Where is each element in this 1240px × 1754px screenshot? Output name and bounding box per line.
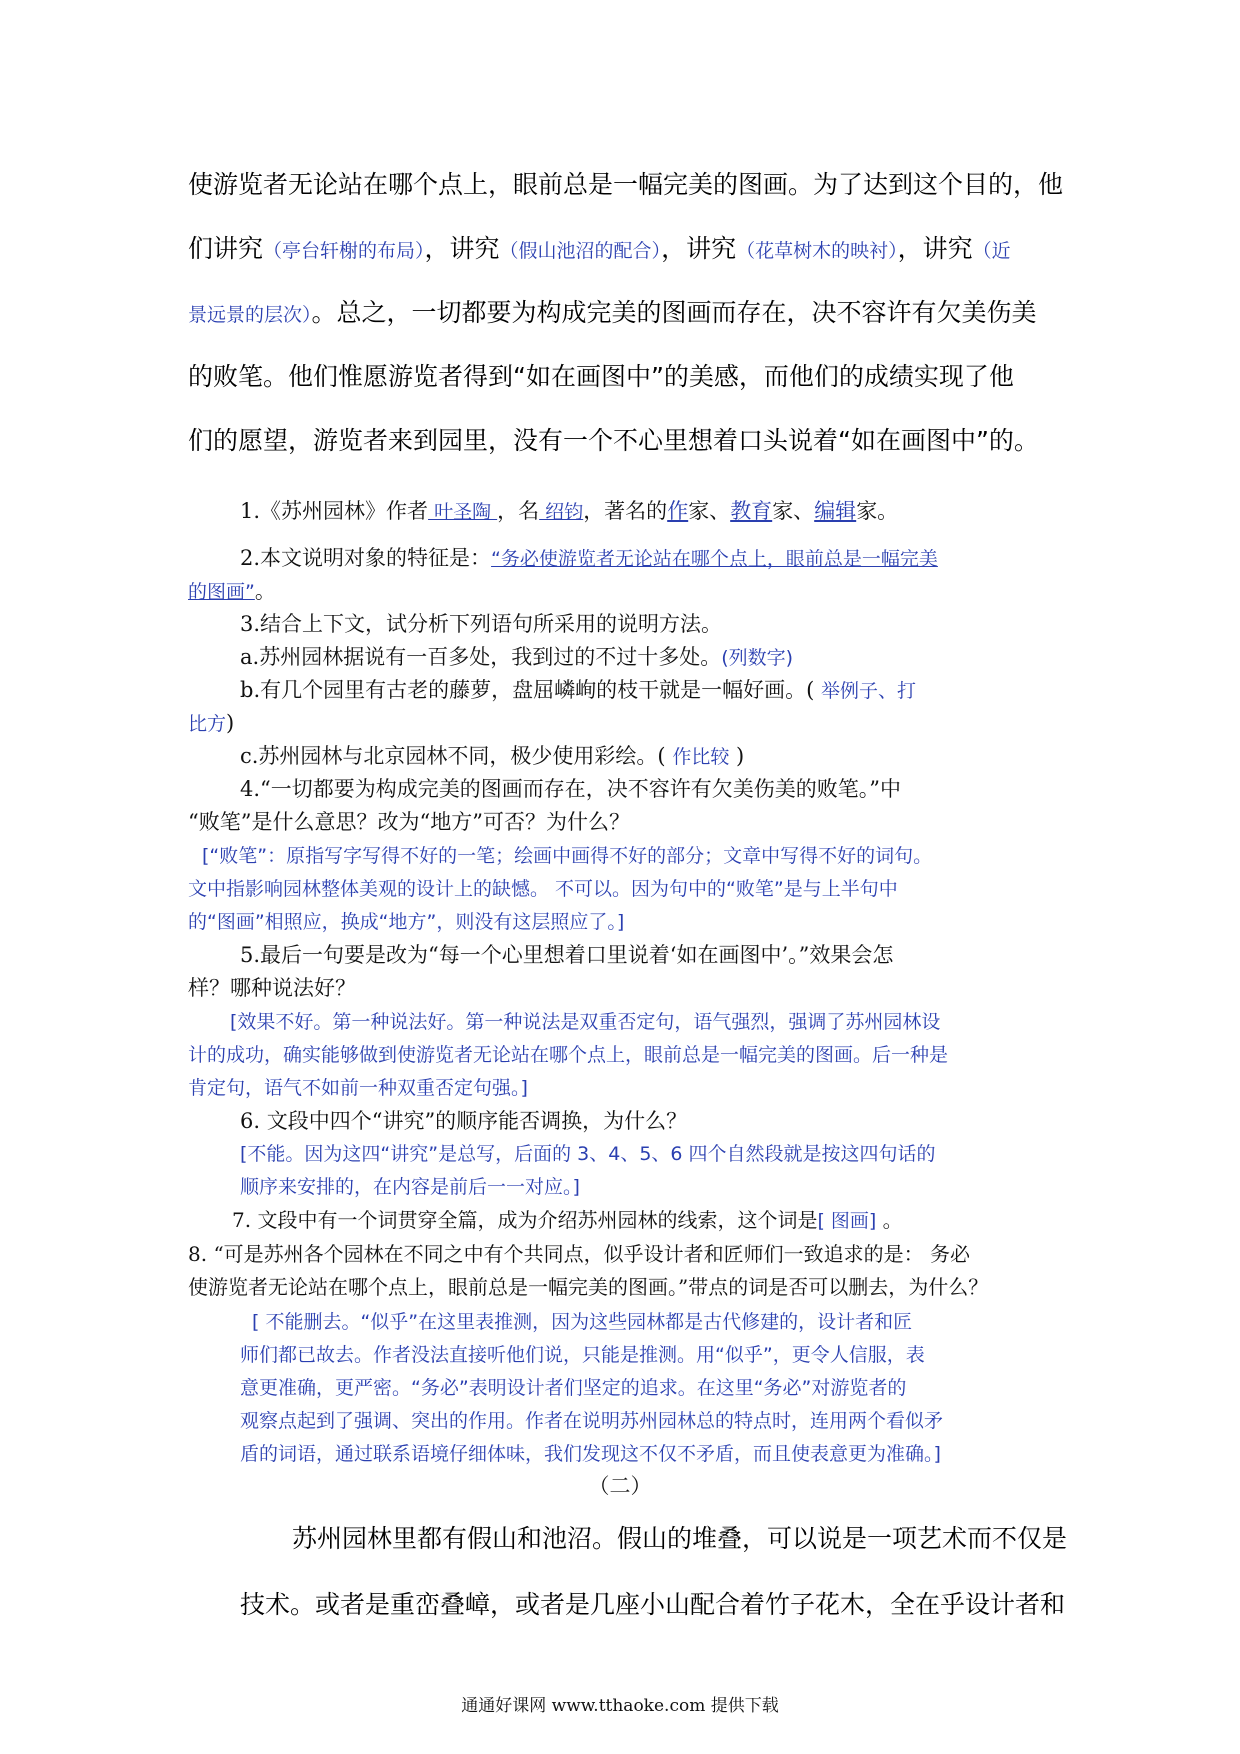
passage2-text: 技术。或者是重峦叠嶂，或者是几座小山配合着竹子花木，全在乎设计者和 bbox=[240, 1590, 1066, 1619]
section-heading: （二） bbox=[588, 1474, 652, 1498]
q5-answer: 计的成功，确实能够做到使游览者无论站在哪个点上，眼前总是一幅完美的图画。后一种是 bbox=[188, 1044, 949, 1066]
q1-text: 家、 bbox=[688, 499, 731, 523]
q6-text: 6. 文段中四个“讲究”的顺序能否调换，为什么？ bbox=[240, 1109, 688, 1133]
q3b-answer: 举例子、打 bbox=[820, 680, 916, 702]
answer-5-line-3 bbox=[188, 1074, 528, 1102]
answer-8-line-3 bbox=[240, 1374, 906, 1402]
passage-blue: （亭台轩榭的布局） bbox=[263, 240, 425, 262]
question-6 bbox=[240, 1107, 687, 1135]
q4-answer: [“败笔”：原指写字写得不好的一笔；绘画中画得不好的部分；文章中写得不好的词句。 bbox=[202, 845, 933, 867]
passage-line-2 bbox=[188, 234, 1058, 266]
q3a-answer: (列数字) bbox=[721, 647, 794, 669]
q1-answer-author: 叶圣陶 bbox=[428, 501, 498, 523]
q4-answer: 文中指影响园林整体美观的设计上的缺憾。 不可以。因为句中的“败笔”是与上半句中 bbox=[188, 878, 898, 900]
passage-text: ，讲究 bbox=[897, 234, 973, 263]
q7-text: 。 bbox=[876, 1208, 903, 1232]
question-3b bbox=[240, 676, 916, 705]
answer-5-line-2 bbox=[188, 1041, 948, 1069]
q2-answer: “务必使游览者无论站在哪个点上，眼前总是一幅完美 bbox=[491, 548, 938, 570]
answer-8-line-2 bbox=[240, 1341, 925, 1369]
question-3a bbox=[240, 643, 793, 672]
question-4 bbox=[240, 775, 901, 803]
question-7 bbox=[232, 1206, 903, 1235]
q1-answer-name: 绍钧 bbox=[539, 501, 584, 523]
question-5 bbox=[240, 941, 893, 969]
passage-text: 们讲究 bbox=[188, 234, 264, 263]
question-3 bbox=[240, 610, 722, 638]
passage-blue: （近 bbox=[972, 240, 1011, 262]
answer-6-line-1 bbox=[240, 1140, 936, 1168]
q8-answer: 观察点起到了强调、突出的作用。作者在说明苏州园林总的特点时，连用两个看似矛 bbox=[240, 1410, 944, 1432]
answer-8-line-1 bbox=[252, 1308, 912, 1336]
passage2-text: 苏州园林里都有假山和池沼。假山的堆叠，可以说是一项艺术而不仅是 bbox=[292, 1524, 1068, 1553]
question-3c bbox=[240, 742, 744, 771]
q4-answer: 的“图画”相照应，换成“地方”，则没有这层照应了。] bbox=[188, 911, 625, 933]
passage-text: 们的愿望，游览者来到园里，没有一个不心里想着口头说着“如在画图中”的。 bbox=[188, 426, 1039, 455]
q5-text: 5.最后一句要是改为“每一个心里想着口里说着‘如在画图中’。”效果会怎 bbox=[240, 943, 894, 967]
q8-text: 使游览者无论站在哪个点上，眼前总是一幅完美的图画。”带点的词是否可以删去，为什么？ bbox=[188, 1275, 989, 1299]
passage-text: ，讲究 bbox=[424, 234, 500, 263]
question-8-cont bbox=[188, 1273, 988, 1301]
passage-text: ，讲究 bbox=[661, 234, 737, 263]
page-footer: 通通好课网 www.tthaoke.com 提供下载 bbox=[461, 1696, 779, 1716]
answer-8-line-5 bbox=[240, 1440, 941, 1468]
q6-answer: [不能。因为这四“讲究”是总写，后面的 3、4、5、6 四个自然段就是按这四句话的 bbox=[240, 1143, 936, 1165]
passage2-line-1 bbox=[292, 1524, 1068, 1554]
q1-answer-role: 作 bbox=[667, 499, 689, 523]
question-4-cont bbox=[188, 808, 630, 836]
q3c-text: ) bbox=[729, 744, 745, 768]
answer-5-line-1 bbox=[230, 1008, 940, 1036]
q1-text: 家、 bbox=[772, 499, 815, 523]
q8-answer: 师们都已故去。作者没法直接听他们说，只能是推测。用“似乎”，更令人信服，表 bbox=[240, 1344, 925, 1366]
q7-text: 7. 文段中有一个词贯穿全篇，成为介绍苏州园林的线索，这个词是 bbox=[232, 1208, 818, 1232]
passage2-line-2 bbox=[240, 1590, 1066, 1620]
answer-8-line-4 bbox=[240, 1407, 943, 1435]
q8-answer: 盾的词语，通过联系语境仔细体味，我们发现这不仅不矛盾，而且使表意更为准确。] bbox=[240, 1443, 941, 1465]
q5-answer: 肯定句，语气不如前一种双重否定句强。] bbox=[188, 1077, 528, 1099]
q5-answer: [效果不好。第一种说法好。第一种说法是双重否定句，语气强烈，强调了苏州园林设 bbox=[230, 1011, 941, 1033]
q4-text: “败笔”是什么意思？改为“地方”可否？为什么？ bbox=[188, 810, 630, 834]
q3c-text: c.苏州园林与北京园林不同，极少使用彩绘。( bbox=[240, 744, 673, 768]
passage-text: 。总之，一切都要为构成完美的图画而存在，决不容许有欠美伤美 bbox=[311, 298, 1037, 327]
passage-line-1 bbox=[188, 170, 1064, 200]
passage-blue: （假山池沼的配合） bbox=[499, 240, 662, 262]
q2-answer: 的图画” bbox=[188, 581, 255, 603]
q3a-text: a.苏州园林据说有一百多处，我到过的不过十多处。 bbox=[240, 645, 722, 669]
q1-answer-role: 编辑 bbox=[814, 499, 857, 523]
q8-text: 8. “可是苏州各个园林在不同之中有个共同点，似乎设计者和匠师们一致追求的是： 务必 bbox=[188, 1242, 971, 1266]
passage-blue: 景远景的层次） bbox=[188, 304, 312, 326]
q1-text: ，名 bbox=[497, 499, 540, 523]
question-2-cont bbox=[188, 577, 276, 606]
question-3b-cont bbox=[188, 709, 234, 738]
question-2 bbox=[240, 544, 938, 573]
q3b-answer: 比方 bbox=[188, 713, 227, 735]
q7-answer: [ 图画] bbox=[817, 1210, 877, 1232]
q1-text: 家。 bbox=[856, 499, 899, 523]
q3-text: 3.结合上下文，试分析下列语句所采用的说明方法。 bbox=[240, 612, 723, 636]
q4-text: 4.“一切都要为构成完美的图画而存在，决不容许有欠美伤美的败笔。”中 bbox=[240, 777, 902, 801]
q1-text: 1.《苏州园林》作者 bbox=[240, 499, 429, 523]
q8-answer: 意更准确，更严密。“务必”表明设计者们坚定的追求。在这里“务必”对游览者的 bbox=[240, 1377, 907, 1399]
q3b-text: ) bbox=[226, 711, 235, 735]
q8-answer: [ 不能删去。“似乎”在这里表推测，因为这些园林都是古代修建的，设计者和匠 bbox=[252, 1311, 913, 1333]
q1-text: ，著名的 bbox=[583, 499, 668, 523]
passage-blue: （花草树木的映衬） bbox=[736, 240, 898, 262]
question-5-cont bbox=[188, 974, 356, 1002]
q2-text: 。 bbox=[254, 579, 276, 603]
question-8 bbox=[188, 1240, 970, 1268]
q3c-answer: 作比较 bbox=[672, 746, 730, 768]
answer-6-line-2 bbox=[240, 1173, 580, 1201]
q3b-text: b.有几个园里有古老的藤萝，盘屈嶙峋的枝干就是一幅好画。( bbox=[240, 678, 821, 702]
answer-4-line-1 bbox=[202, 842, 932, 870]
passage-text: 使游览者无论站在哪个点上，眼前总是一幅完美的图画。为了达到这个目的，他 bbox=[188, 170, 1064, 199]
passage-text: 的败笔。他们惟愿游览者得到“如在画图中”的美感，而他们的成绩实现了他 bbox=[188, 362, 1014, 391]
q5-text: 样？哪种说法好？ bbox=[188, 976, 356, 1000]
q2-text: 2.本文说明对象的特征是： bbox=[240, 546, 492, 570]
passage-line-4 bbox=[188, 362, 1058, 392]
passage-line-3 bbox=[188, 298, 1058, 330]
q1-answer-role: 教育 bbox=[730, 499, 773, 523]
question-1 bbox=[240, 497, 898, 526]
q6-answer: 顺序来安排的，在内容是前后一一对应。] bbox=[240, 1176, 580, 1198]
passage-line-5 bbox=[188, 426, 1058, 456]
answer-4-line-3 bbox=[188, 908, 624, 936]
answer-4-line-2 bbox=[188, 875, 898, 903]
